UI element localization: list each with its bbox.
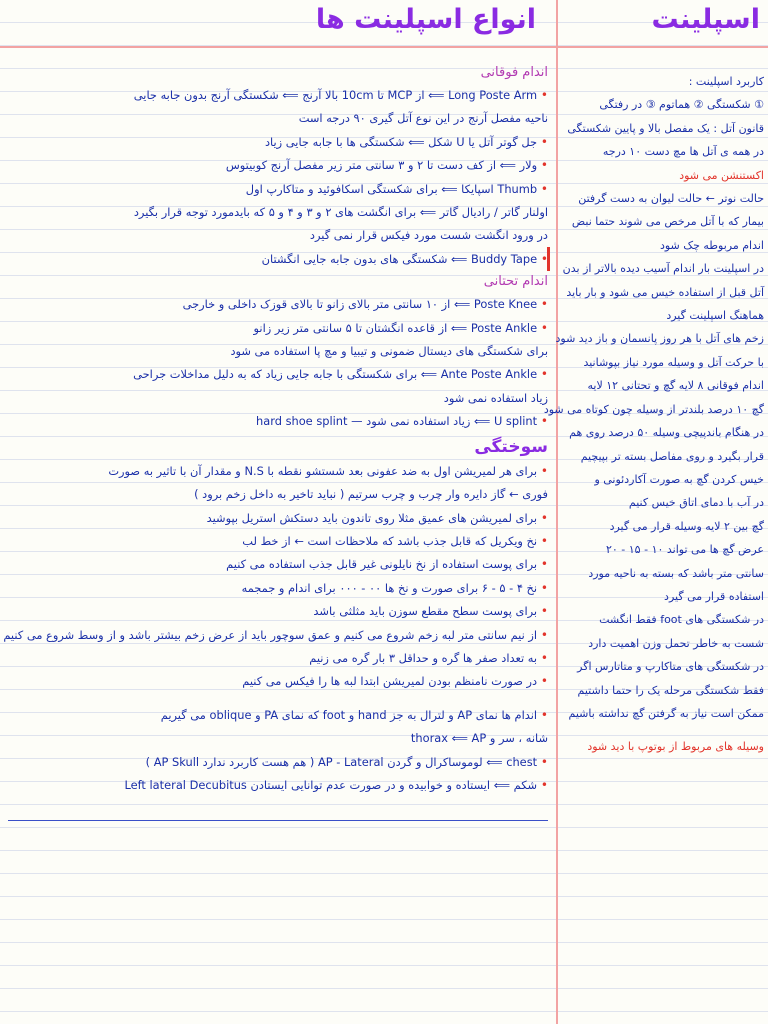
title-splint-types: انواع اسپلینت ها	[315, 4, 536, 35]
margin-note: در اسپلینت بار اندام آسیب دیده بالاتر از بدن	[562, 262, 764, 276]
margin-note: اندام فوقانی ۸ لایه گچ و تحتانی ۱۲ لایه	[587, 379, 764, 393]
margin-note: در آب با دمای اتاق خیس کنیم	[628, 496, 764, 510]
heading-lower-limb: اندام تحتانی	[483, 274, 548, 290]
margin-note: فقط شکستگی مرحله یک را حتما داشتیم	[577, 683, 764, 697]
margin-note: حالت نوتر ← حالت لیوان به دست گرفتن	[578, 192, 764, 206]
note-line: • Ante Poste Ankle ⟸ برای شکستگی با جابه جایی زیاد که به دلیل مداخلات جراحی	[133, 367, 548, 382]
note-line: • Buddy Tape ⟸ شکستگی های بدون جابه جایی انگشتان	[261, 251, 548, 266]
note-line: زیاد استفاده نمی شود	[443, 390, 548, 405]
margin-note: سانتی متر باشد که بسته به ناحیه مورد	[588, 566, 764, 580]
note-line: • نخ ۴ - ۵ - ۶ برای صورت و نخ ها ۰۰ - ۰۰۰ برای اندام و جمجمه	[241, 580, 548, 595]
margin-note: شست به خاطر تحمل وزن اهمیت دارد	[588, 636, 764, 650]
margin-note: اندام مربوطه چک شود	[659, 238, 764, 252]
margin-note: ممکن است نیاز به گرفتن گچ نداشته باشیم	[568, 706, 764, 720]
note-line: شانه ، سر و thorax ⟸ AP	[410, 731, 548, 746]
left-column	[3, 62, 548, 797]
title-splint: اسپلینت	[651, 4, 760, 35]
header-rule	[0, 46, 768, 48]
margin-note: عرض گچ ها می تواند ۱۰ - ۱۵ - ۲۰	[605, 543, 764, 557]
note-line: فوری ← گاز دایره وار چرب و چرب سرتیم ( نباید تاخیر به داخل زخم برود )	[194, 487, 548, 502]
margin-note: گچ ۱۰ درصد بلندتر از وسیله چون کوتاه می شود	[543, 402, 764, 416]
note-line: • برای لمیریشن های عمیق مثلا روی تاندون باید دستکش استریل بپوشید	[206, 510, 548, 525]
note-line: برای شکستگی های دیستال ضمونی و تیبیا و مچ پا استفاده می شود	[230, 344, 548, 359]
margin-note: هماهنگ اسپلینت گیرد	[666, 309, 764, 323]
note-line: • برای پوست سطح مقطع سوزن باید مثلثی باشد	[313, 604, 548, 619]
note-line: ناحیه مفصل آرنج در این نوع آتل گیری ۹۰ درجه است	[298, 111, 548, 126]
note-line: • از نیم سانتی متر لبه زخم شروع می کنیم و عمق سوچور باید از عرض زخم بیشتر باشد و از وسط شروع می کنیم	[3, 627, 548, 642]
note-line: • U splint ⟸ زیاد استفاده نمی شود — hard shoe splint	[256, 414, 548, 429]
margin-note: با حرکت آتل و وسیله مورد نیاز بپوشانید	[583, 355, 764, 369]
note-line: • برای هر لمیریشن اول به ضد عفونی بعد شستشو نقطه با N.S و مقدار آن با تاثیر به صورت	[108, 463, 548, 478]
note-line: • Poste Ankle ⟸ از قاعده انگشتان تا ۵ سانتی متر زیر زانو	[253, 320, 548, 335]
note-line: اولنار گاتر / رادیال گاتر ⟸ برای انگشت های ۲ و ۳ و ۴ و ۵ که بایدمورد توجه قرار بگیرد	[133, 205, 548, 220]
margin-note: در شکستگی های متاکارپ و متاتارس اگر	[577, 660, 764, 674]
margin-note: زخم های آتل با هر روز پانسمان و باز دید شود	[555, 332, 764, 346]
section-divider	[8, 820, 548, 821]
margin-bottom-note: وسیله های مربوط از بوتوپ با دید شود	[587, 740, 764, 754]
note-line: • اندام ها نمای AP و لترال به جز hand و foot که نمای PA و oblique می گیریم	[160, 707, 548, 722]
note-line: • برای پوست استفاده از نخ نایلونی غیر قابل جذب استفاده می کنیم	[226, 557, 548, 572]
margin-note: اکستنشن می شود	[679, 168, 764, 182]
note-line: در ورود انگشت شست مورد فیکس قرار نمی گیرد	[309, 228, 548, 243]
heading-suture: سوختگی	[474, 436, 548, 457]
margin-note: آتل قبل از استفاده خیس می شود و بار باید	[566, 285, 764, 299]
note-line: • Long Poste Arm ⟸ از MCP تا 10cm بالا آرنج ⟸ شکستگی آرنج بدون جابه جایی	[133, 88, 548, 102]
margin-note: ① شکستگی ② هماتوم ③ در رفتگی	[599, 98, 764, 112]
note-line: • به تعداد صفر ها گره و حداقل ۳ بار گره می زنیم	[309, 650, 548, 665]
margin-note: گچ بین ۲ لایه وسیله قرار می گیرد	[609, 519, 764, 533]
note-line: • جل گوتر آتل یا U شکل ⟸ شکستگی ها با جابه جایی زیاد	[264, 134, 548, 149]
margin-note: کاربرد اسپلینت :	[688, 75, 764, 88]
margin-note: در شکستگی های foot فقط انگشت	[599, 613, 764, 627]
margin-note: قانون آتل : یک مفصل بالا و پایین شکستگی	[567, 121, 764, 135]
margin-note: بیمار که با آتل مرخص می شوند حتما نبض	[571, 215, 764, 229]
note-line: • Thumb اسپایکا ⟸ برای شکستگی اسکافوئید و متاکارپ اول	[245, 181, 548, 196]
note-line: • نخ ویکریل که قابل جذب باشد که ملاحظات است ← از خط لب	[242, 533, 548, 548]
margin-note: استفاده قرار می گیرد	[664, 589, 764, 603]
note-line: • ولار ⟸ از کف دست تا ۲ و ۳ سانتی متر زیر مفصل آرنج کوبیتوس	[225, 158, 548, 173]
heading-upper-limb: اندام فوقانی	[480, 65, 548, 80]
right-column	[543, 70, 764, 759]
margin-note: در هنگام باندپیچی وسیله ۵۰ درصد روی هم	[569, 426, 764, 440]
margin-line	[556, 0, 558, 1024]
note-line: • شکم ⟸ ایستاده و خوابیده و در صورت عدم توانایی ایستادن Left lateral Decubitus	[124, 777, 548, 792]
margin-note: در همه ی آتل ها مچ دست ۱۰ درجه	[602, 145, 764, 159]
note-line: • Poste Knee ⟸ از ۱۰ سانتی متر بالای زانو تا بالای قوزک داخلی و خارجی	[182, 297, 548, 312]
note-line: • chest ⟸ لوموساکرال و گردن AP - Lateral ( هم هست کاربرد ندارد AP Skull )	[145, 754, 548, 769]
note-line: • در صورت نامنظم بودن لمیریشن ابتدا لبه ها را فیکس می کنیم	[242, 674, 548, 689]
margin-note: قرار بگیرد و روی مفاصل بسته تر بپیچیم	[580, 449, 764, 463]
margin-note: خیس کردن گچ به صورت آکاردئونی و	[594, 472, 764, 486]
